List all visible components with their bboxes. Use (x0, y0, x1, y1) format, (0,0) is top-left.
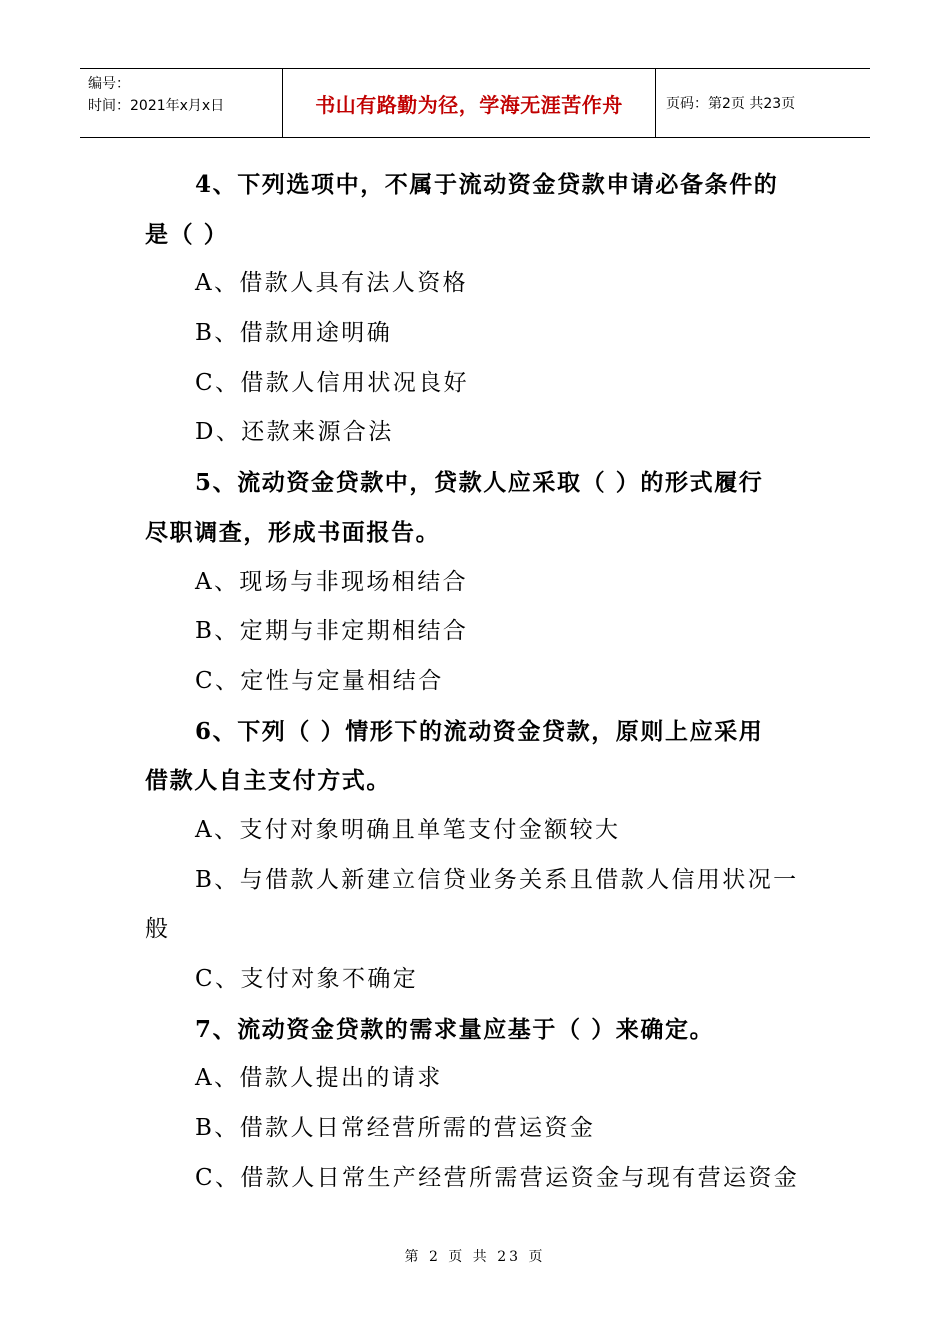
question-content (145, 160, 810, 1203)
document-number-label: 编号： (88, 76, 130, 92)
question-line-continued: 是（ ） (145, 220, 229, 248)
option-line: C、借款人日常生产经营所需营运资金与现有营运资金 (195, 1164, 800, 1191)
question-line: 7、流动资金贷款的需求量应基于（ ）来确定。 (195, 1015, 715, 1043)
question-line-continued: 借款人自主支付方式。 (145, 767, 391, 795)
question-line-continued: 尽职调查，形成书面报告。 (145, 518, 441, 546)
option-line: A、现场与非现场相结合 (195, 568, 469, 595)
option-line: B、借款人日常经营所需的营运资金 (195, 1115, 596, 1142)
option-line: C、定性与定量相结合 (195, 667, 444, 694)
option-line: B、定期与非定期相结合 (195, 618, 469, 645)
option-line: A、支付对象明确且单笔支付金额较大 (195, 816, 621, 843)
page-header (80, 68, 870, 138)
option-line: C、支付对象不确定 (195, 966, 419, 992)
question-line: 4、下列选项中，不属于流动资金贷款申请必备条件的 (195, 171, 779, 198)
page-footer: 第 2 页 共 23 页 (404, 1249, 546, 1265)
header-meta (80, 69, 282, 137)
question-line: 6、下列（ ）情形下的流动资金贷款，原则上应采用 (195, 717, 764, 745)
header-motto: 书山有路勤为径，学海无涯苦作舟 (282, 69, 656, 137)
option-line: D、还款来源合法 (195, 419, 394, 446)
header-page-info: 页码：第2页 共23页 (666, 96, 796, 112)
option-line: A、借款人提出的请求 (195, 1065, 443, 1092)
option-line: C、借款人信用状况良好 (195, 369, 469, 396)
document-time-label: 时间：2021年x月x日 (88, 98, 225, 114)
question-line: 5、流动资金贷款中，贷款人应采取（ ）的形式履行 (195, 469, 764, 497)
option-line: A、借款人具有法人资格 (195, 270, 469, 297)
option-line: B、与借款人新建立信贷业务关系且借款人信用状况一 (195, 866, 799, 893)
option-line-continued: 般 (145, 916, 171, 943)
option-line: B、借款用途明确 (195, 320, 393, 347)
